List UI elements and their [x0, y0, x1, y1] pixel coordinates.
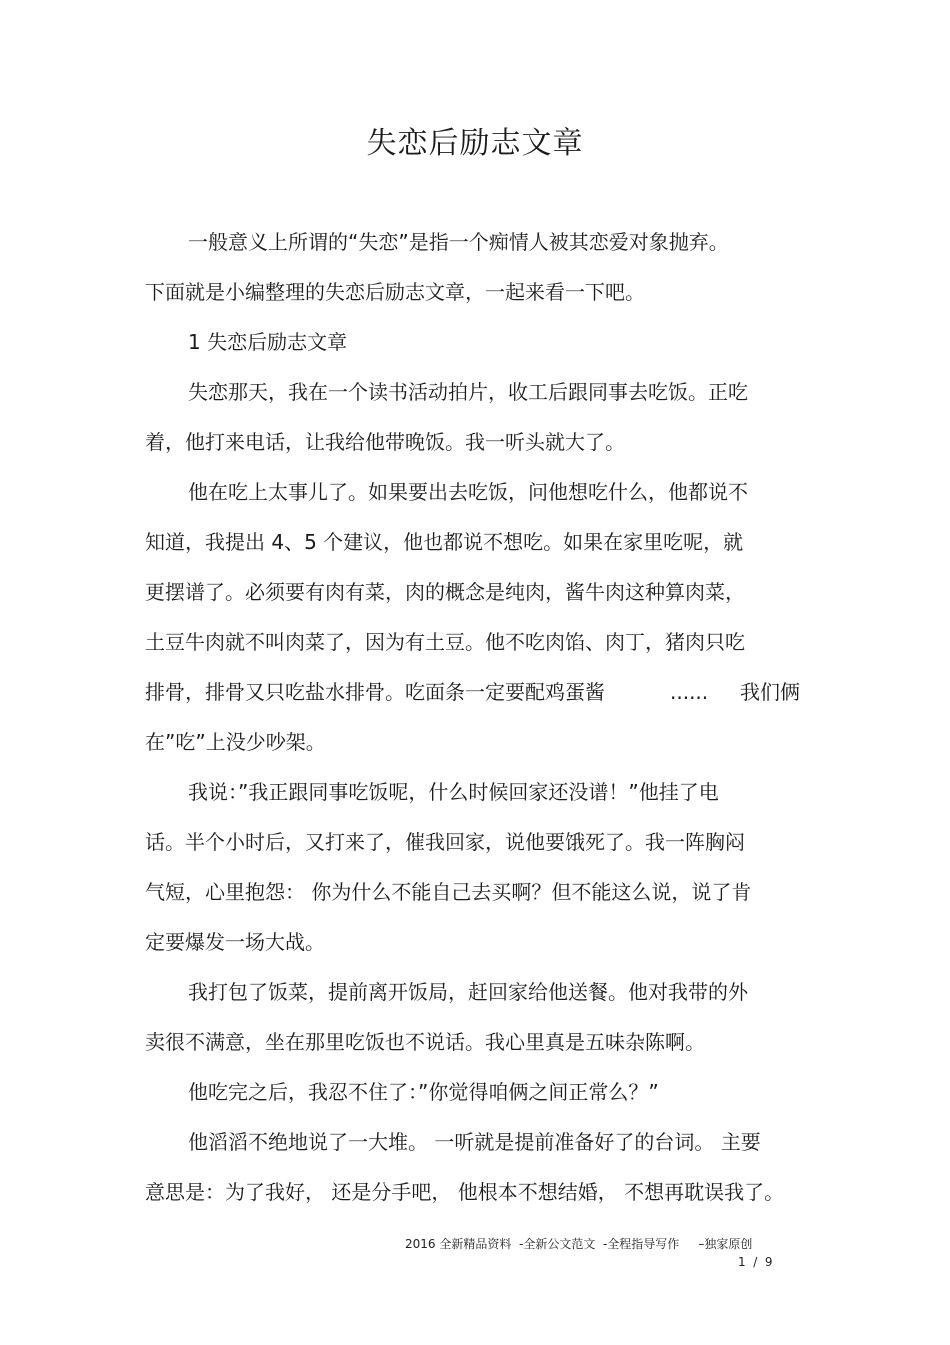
text-line: 知道，我提出 4、5 个建议，他也都说不想吃。如果在家里吃呢，就 [145, 530, 744, 554]
text-line: 他在吃上太事儿了。如果要出去吃饭，问他想吃什么，他都说不 [188, 480, 748, 504]
text-line: 着，他打来电话，让我给他带晚饭。我一听头就大了。 [145, 430, 625, 454]
text-line: 他滔滔不绝地说了一大堆。 一听就是提前准备好了的台词。 主要 [188, 1130, 761, 1154]
text-line: 一般意义上所谓的“失恋”是指一个痴情人被其恋爱对象抛弃。 [188, 230, 729, 254]
text-line: 我打包了饭菜，提前离开饭局，赶回家给他送餐。他对我带的外 [188, 980, 748, 1004]
text-line: 我们俩 [740, 680, 800, 704]
text-line: 气短，心里抱怨： 你为什么不能自己去买啊？但不能这么说，说了肯 [145, 880, 752, 904]
text-line: 土豆牛肉就不叫肉菜了，因为有土豆。他不吃肉馅、肉丁，猪肉只吃 [145, 630, 745, 654]
footer-tagline: 2016 全新精品资料 -全新公文范文 -全程指导写作 –独家原创 [405, 1237, 753, 1251]
page-number: 1 / 9 [738, 1255, 773, 1269]
section-heading: 1 失恋后励志文章 [188, 330, 348, 354]
text-line: 更摆谱了。必须要有肉有菜，肉的概念是纯肉，酱牛肉这种算肉菜， [145, 580, 745, 604]
text-line: 我说：”我正跟同事吃饭呢，什么时候回家还没谱！”他挂了电 [188, 780, 719, 804]
text-line: 下面就是小编整理的失恋后励志文章，一起来看一下吧。 [145, 280, 645, 304]
text-line: 在”吃”上没少吵架。 [145, 730, 326, 754]
text-line: 话。半个小时后，又打来了，催我回家，说他要饿死了。我一阵胸闷 [145, 830, 745, 854]
text-line: 卖很不满意，坐在那里吃饭也不说话。我心里真是五味杂陈啊。 [145, 1030, 705, 1054]
text-line: 他吃完之后，我忍不住了：”你觉得咱俩之间正常么？” [188, 1080, 659, 1104]
text-line: 定要爆发一场大战。 [145, 930, 325, 954]
text-line: 失恋那天，我在一个读书活动拍片，收工后跟同事去吃饭。正吃 [188, 380, 748, 404]
text-line: 意思是：为了我好， 还是分手吧， 他根本不想结婚， 不想再耽误我了。 [145, 1180, 785, 1204]
ellipsis-text: ...... [670, 680, 709, 704]
document-title: 失恋后励志文章 [366, 126, 584, 161]
text-line: 排骨，排骨又只吃盐水排骨。吃面条一定要配鸡蛋酱 [145, 680, 605, 704]
